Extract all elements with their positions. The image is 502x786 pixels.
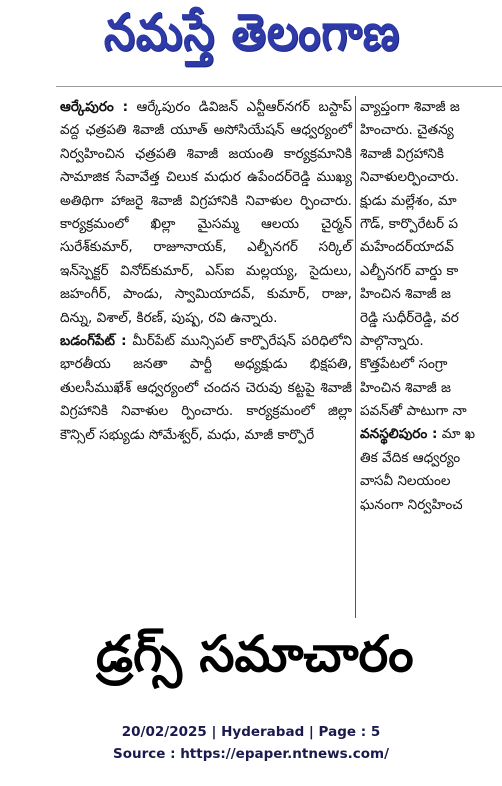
right-column-line: హించిన శివాజీ జ (360, 286, 451, 303)
article-paragraph-1 (60, 96, 352, 330)
right-column-line: రెడ్డి సుధీర్‌రెడ్డి, వర (360, 309, 459, 326)
right-column-line: పవన్‌తో పాటుగా నా (360, 403, 467, 420)
dateline-3-rest: మా ఖ (437, 426, 476, 443)
right-column-line: వాసవీ నిలయంల (360, 473, 451, 490)
paragraph-2-body: మీర్‌పేట్ మున్సిపల్ కార్పొరేషన్ పరిధిలోని భారతీయ జనతా పార్టీ అధ్యక్షుడు భిక్షపతి, తులసీముఖేశ్ ఆధ్వర్యంలో చందన చెరువు కట్టపై శివాజీ విగ్రహానికి నివాళుల ర్పించారు. కార్యక్రమంలో జిల్లా కౌన్సిల్ సభ్యుడు సోమేశ్వర్, మధు, మాజీ కార్పొరే (60, 333, 352, 443)
masthead-title: నమస్తే తెలంగాణ (103, 3, 401, 62)
dateline-badangpet: బడంగ్‌పేట్ : (60, 333, 127, 350)
dateline-rk-puram: ఆర్కేపురం : (60, 99, 129, 115)
right-column-line: నివాళులర్పించారు. (360, 169, 460, 186)
right-column-line: కొత్తపేటలో సంగ్రా (360, 356, 448, 373)
dateline-vanasthalipuram: వనస్థలిపురం : (360, 426, 438, 443)
right-column-line: శివాజీ విగ్రహానికి (360, 145, 444, 162)
right-column-line: తిక వేదిక ఆధ్వర్యం (360, 449, 461, 466)
footer-source-link[interactable]: Source : https://epaper.ntnews.com/ (112, 746, 390, 762)
article-right-column (360, 96, 502, 517)
article-left-column (60, 96, 352, 447)
right-column-line: హించారు. చైతన్య (360, 122, 454, 139)
right-column-line: మహేందర్‌యాదవ్ (360, 239, 454, 256)
header-rule (56, 86, 502, 87)
headline-text: డ్రగ్స్ సమాచారం (96, 625, 414, 683)
right-column-line: ఘనంగా నిర్వహించ (360, 496, 463, 513)
right-column-line: వ్యాప్తంగా శివాజీ జ (360, 99, 460, 115)
right-column-line: హించిన శివాజీ జ (360, 379, 451, 396)
right-column-line: పాల్గొన్నారు. (360, 332, 424, 349)
right-column-line: గౌడ్, కార్పొరేటర్ ప (360, 215, 459, 232)
right-column-line: ఎల్బీనగర్ వార్డు కా (360, 262, 459, 279)
right-column-line: క్షుడు మల్లేశం, మా (360, 192, 457, 209)
headline-drugs-information (96, 616, 502, 692)
article-paragraph-2 (60, 330, 352, 447)
newspaper-masthead (52, 3, 452, 72)
footer-date-edition-page: 20/02/2025 | Hyderabad | Page : 5 (121, 724, 381, 740)
right-column-dateline-line (360, 423, 502, 446)
paragraph-1-body: ఆర్కేపురం డివిజన్ ఎన్టీఆర్‌నగర్ బస్టాప్ వద్ద ఛత్రపతి శివాజీ యూత్ అసోసియేషన్ ఆధ్వర్యంలో నిర్వహించిన ఛత్రపతి శివాజీ జయంతి కార్యక్రమానికి సామాజిక సేవావేత్త చిలుక మధుర ఉపేందర్‌రెడ్డి ముఖ్య అతిథిగా హాజరై శివాజీ విగ్రహానికి నివాళుల ర్పించారు. కార్యక్రమంలో ఖిల్లా మైసమ్మ ఆలయ చైర్మన్ సురేశ్‌కుమార్, రాజూనాయక్, ఎల్బీనగర్ సర్కిల్ ఇన్‌స్పెక్టర్ వినోద్‌కుమార్, ఎస్‌ఐ మల్లయ్య, సైదులు, జహంగీర్, పాండు, స్వామియాదవ్, కుమార్, రాజు, దిన్ను, విశాల్, కిరణ్, పుష్ప, రవి ఉన్నారు. (60, 99, 352, 326)
column-divider (355, 96, 356, 618)
